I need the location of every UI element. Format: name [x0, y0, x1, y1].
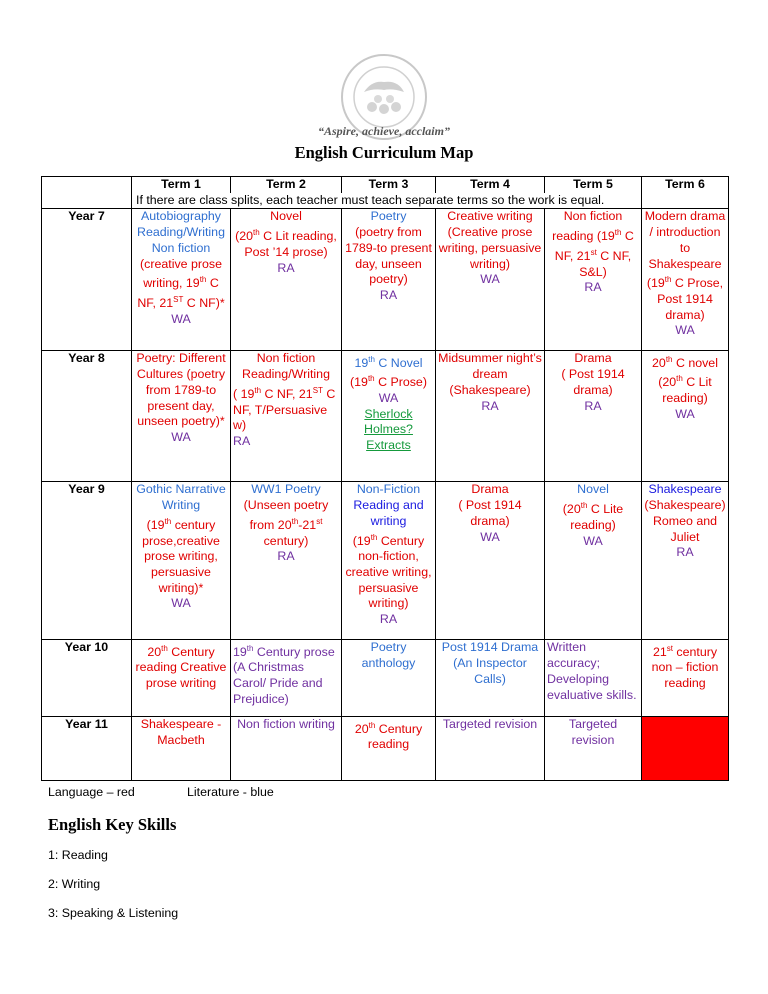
year10-term3-cell: Poetry anthology: [342, 640, 436, 717]
year8-term2-cell: Non fiction Reading/Writing ( 19th C NF, 21ST C NF, T/Persuasive w) RA: [231, 351, 342, 482]
year8-term1-cell: Poetry: Different Cultures (poetry from 1789-to present day, unseen poetry)* WA: [132, 351, 231, 482]
legend-literature: Literature - blue: [187, 785, 274, 799]
key-skill-item: 3: Speaking & Listening: [48, 906, 179, 920]
curriculum-map-table: [41, 176, 729, 781]
year8-term5-cell: Drama ( Post 1914 drama) RA: [545, 351, 642, 482]
row-year-label: Year 11: [42, 717, 132, 781]
row-year-label: Year 8: [42, 351, 132, 482]
year9-term6-cell: Shakespeare (Shakespeare) Romeo and Juliet RA: [642, 482, 729, 640]
year10-term1-cell: 20th Century reading Creative prose writing: [132, 640, 231, 717]
school-motto: “Aspire, achieve, acclaim”: [318, 124, 450, 138]
year7-term6-cell: Modern drama / introduction to Shakespeare (19th C Prose, Post 1914 drama) WA: [642, 209, 729, 351]
year7-term3-cell: Poetry (poetry from 1789-to present day, unseen poetry) RA: [342, 209, 436, 351]
year11-term6-highlight-cell: [642, 717, 729, 781]
page-title: English Curriculum Map: [294, 143, 474, 162]
key-skills-heading: English Key Skills: [48, 815, 177, 834]
year11-term2-cell: Non fiction writing: [231, 717, 342, 781]
year7-term4-cell: Creative writing (Creative prose writing, persuasive writing) WA: [436, 209, 545, 351]
term-2-header: Term 2: [231, 177, 342, 193]
term-4-header: Term 4: [436, 177, 545, 193]
class-split-note: If there are class splits, each teacher must teach separate terms so the work is equal.: [132, 193, 642, 209]
year9-term1-cell: Gothic Narrative Writing (19th century prose,creative prose writing, persuasive writing)* WA: [132, 482, 231, 640]
term-3-header: Term 3: [342, 177, 436, 193]
year9-term5-cell: Novel (20th C Lite reading) WA: [545, 482, 642, 640]
year10-term6-cell: 21st century non – fiction reading: [642, 640, 729, 717]
year8-term4-cell: Midsummer night’s dream (Shakespeare) RA: [436, 351, 545, 482]
table-row: [42, 717, 729, 781]
row-year-label: Year 7: [42, 209, 132, 351]
table-row: [42, 482, 729, 640]
year11-term4-cell: Targeted revision: [436, 717, 545, 781]
legend-language: Language – red: [48, 785, 135, 799]
year7-term5-cell: Non fiction reading (19th C NF, 21st C NF, S&L) RA: [545, 209, 642, 351]
corner-cell: [42, 177, 132, 193]
year9-term3-cell: Non-Fiction Reading and writing (19th Century non-fiction, creative writing, persuasive writing) RA: [342, 482, 436, 640]
year7-term1-cell: Autobiography Reading/Writing Non fiction (creative prose writing, 19th C NF, 21ST C NF)* WA: [132, 209, 231, 351]
table-row: [42, 351, 729, 482]
table-row: [42, 209, 729, 351]
year10-term2-cell: 19th Century prose (A Christmas Carol/ Pride and Prejudice): [231, 640, 342, 717]
key-skill-item: 1: Reading: [48, 848, 108, 862]
year8-term3-cell: 19th C Novel (19th C Prose) WA Sherlock Holmes? Extracts: [342, 351, 436, 482]
term-header-row: [42, 177, 729, 193]
key-skill-item: 2: Writing: [48, 877, 101, 891]
year10-term5-cell: Written accuracy; Developing evaluative skills.: [545, 640, 642, 717]
year9-term2-cell: WW1 Poetry (Unseen poetry from 20th-21st century) RA: [231, 482, 342, 640]
table-row: [42, 640, 729, 717]
year9-term4-cell: Drama ( Post 1914 drama) WA: [436, 482, 545, 640]
year11-term3-cell: 20th Century reading: [342, 717, 436, 781]
year10-term4-cell: Post 1914 Drama (An Inspector Calls): [436, 640, 545, 717]
year11-term1-cell: Shakespeare - Macbeth: [132, 717, 231, 781]
term-5-header: Term 5: [545, 177, 642, 193]
row-year-label: Year 10: [42, 640, 132, 717]
term-1-header: Term 1: [132, 177, 231, 193]
year7-term2-cell: Novel (20th C Lit reading, Post ’14 prose) RA: [231, 209, 342, 351]
year11-term5-cell: Targeted revision: [545, 717, 642, 781]
year8-term6-cell: 20th C novel (20th C Lit reading) WA: [642, 351, 729, 482]
note-row: [42, 193, 729, 209]
row-year-label: Year 9: [42, 482, 132, 640]
term-6-header: Term 6: [642, 177, 729, 193]
